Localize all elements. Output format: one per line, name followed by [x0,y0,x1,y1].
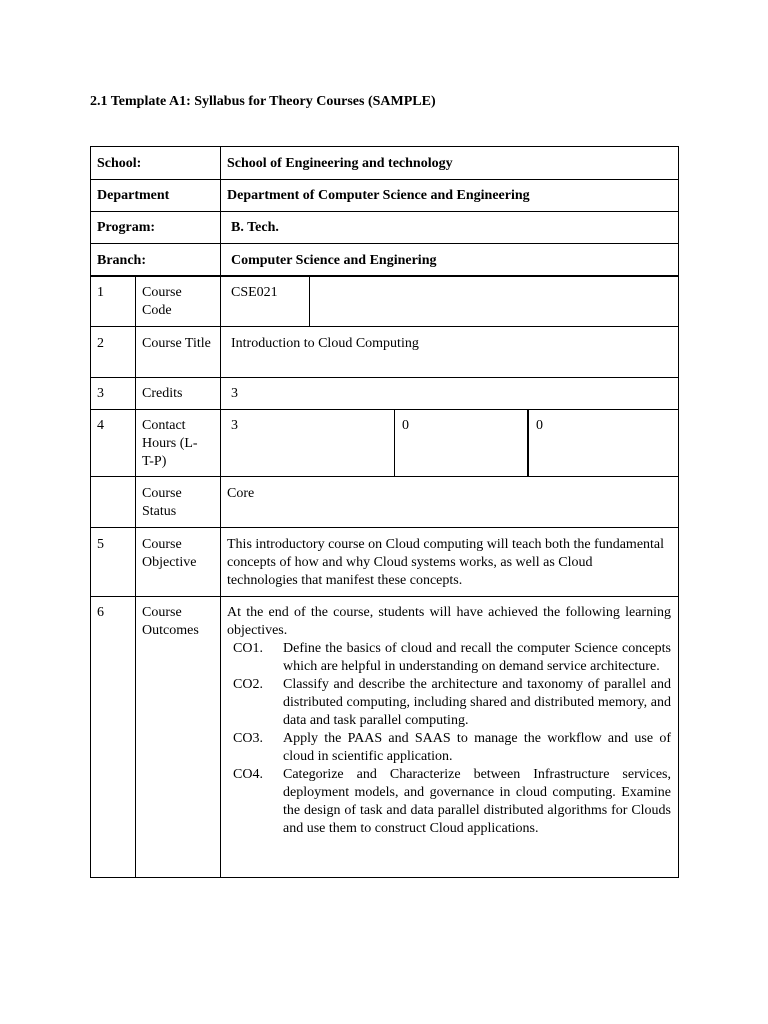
course-title-value: Introduction to Cloud Computing [231,336,419,351]
course-outcomes-content [227,604,671,838]
row-number: 5 [97,537,104,552]
department-value: Department of Computer Science and Engineering [227,188,530,203]
credits-value: 3 [231,386,238,401]
course-title-label: Course Title [142,336,211,351]
contact-hours-tutorial: 0 [402,418,409,433]
row-number: 2 [97,336,104,351]
co-text: Categorize and Characterize between Infrastructure services, deployment models, and governance in cloud computing. Examine the design of task and data parallel distributed algorithms for Clouds and use them to construct Cloud applications. [283,767,671,836]
contact-hours-label: Contact Hours (L-T-P) [142,418,198,469]
course-code-value: CSE021 [231,285,278,300]
course-objective-label: Course Objective [142,537,197,570]
course-outcomes-label: Course Outcomes [142,605,199,638]
row-number: 1 [97,285,104,300]
program-label: Program: [97,220,156,235]
course-objective-value: This introductory course on Cloud computing will teach both the fundamental concepts of how and why Cloud systems works, as well as Cloud technologies that manifest these concepts. [227,537,665,588]
co-text: Define the basics of cloud and recall the computer Science concepts which are helpful in understanding on demand service architecture. [283,641,671,674]
list-item [227,640,671,676]
document-title: 2.1 Template A1: Syllabus for Theory Courses (SAMPLE) [90,94,436,109]
course-status-label: Course Status [142,486,182,519]
row-number: 4 [97,418,104,433]
course-status-value: Core [227,486,255,501]
department-label: Department [97,188,170,203]
co-text: Classify and describe the architecture and taxonomy of parallel and distributed computing, including shared and distributed memory, and data and task parallel computing. [283,677,671,728]
program-value: B. Tech. [231,220,279,235]
row-number: 6 [97,605,104,620]
list-item [227,730,671,766]
contact-hours-practical: 0 [536,418,543,433]
row-number: 3 [97,386,104,401]
course-outcomes-intro: At the end of the course, students will have achieved the following learning objectives. [227,605,671,638]
course-code-label: Course Code [142,285,182,318]
co-code: CO1. [233,641,263,656]
co-code: CO3. [233,731,263,746]
contact-hours-lecture: 3 [231,418,238,433]
co-code: CO4. [233,767,263,782]
school-label: School: [97,156,142,171]
list-item [227,676,671,730]
co-text: Apply the PAAS and SAAS to manage the workflow and use of cloud in scientific application. [283,731,671,764]
branch-value: Computer Science and Enginering [231,253,437,268]
list-item [227,766,671,838]
co-code: CO2. [233,677,263,692]
school-value: School of Engineering and technology [227,156,453,171]
branch-label: Branch: [97,253,146,268]
credits-label: Credits [142,386,183,401]
